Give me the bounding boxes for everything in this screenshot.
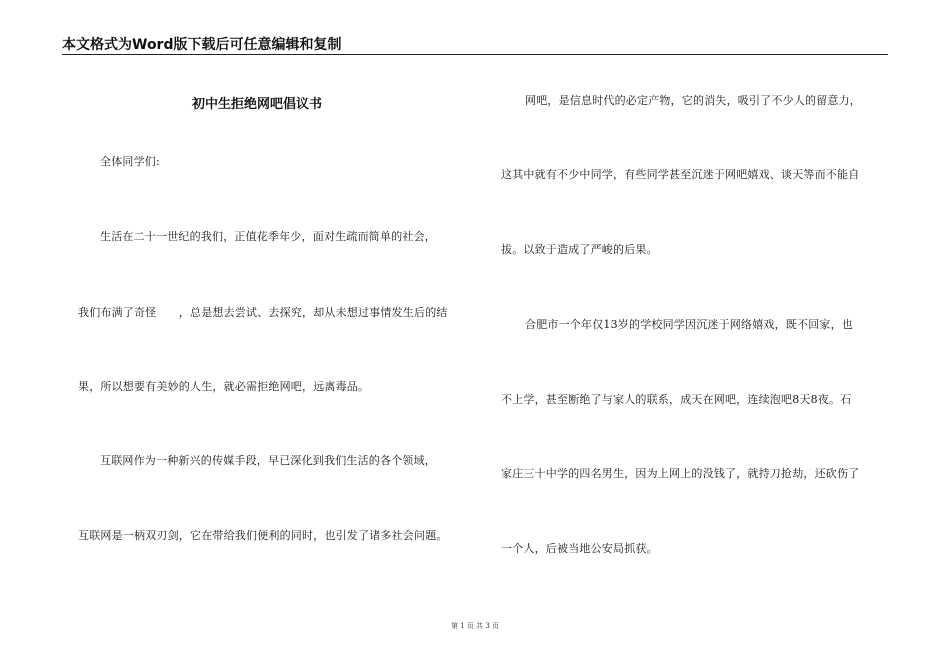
body-line: 这其中就有不少中同学，有些同学甚至沉迷于网吧嬉戏、谈天等而不能自 — [501, 168, 860, 181]
page-header-text: 本文格式为Word版下载后可任意编辑和复制 — [62, 37, 342, 53]
body-line: 互联网是一柄双刃剑，它在带给我们便利的同时，也引发了诸多社会问题。 — [78, 529, 448, 542]
body-line: 家庄三十中学的四名男生，因为上网上的没钱了，就持刀抢劫，还砍伤了 — [501, 467, 860, 480]
body-line: 一个人，后被当地公安局抓获。 — [501, 542, 658, 555]
body-line: 不上学，甚至断绝了与家人的联系，成天在网吧，连续泡吧8天8夜。石 — [501, 393, 852, 406]
body-line: 我们布满了奇怪 ，总是想去尝试、去探究，却从未想过事情发生后的结 — [78, 306, 448, 319]
page-number: 第 1 页 共 3 页 — [450, 622, 500, 630]
body-line: 拔。以致于造成了严峻的后果。 — [501, 243, 658, 256]
body-line: 合肥市一个年仅13岁的学校同学因沉迷于网络嬉戏，既不回家，也 — [525, 318, 853, 331]
body-line: 果，所以想要有美妙的人生，就必需拒绝网吧，远离毒品。 — [78, 380, 370, 393]
header-divider — [62, 54, 888, 55]
body-line: 网吧，是信息时代的必定产物，它的消失，吸引了不少人的留意力， — [525, 94, 861, 107]
body-line: 互联网作为一种新兴的传媒手段，早已深化到我们生活的各个领域， — [100, 454, 436, 467]
document-title: 初中生拒绝网吧倡议书 — [192, 97, 323, 112]
body-line: 生活在二十一世纪的我们，正值花季年少，面对生疏而简单的社会， — [100, 230, 436, 243]
salutation-line: 全体同学们: — [100, 155, 160, 168]
